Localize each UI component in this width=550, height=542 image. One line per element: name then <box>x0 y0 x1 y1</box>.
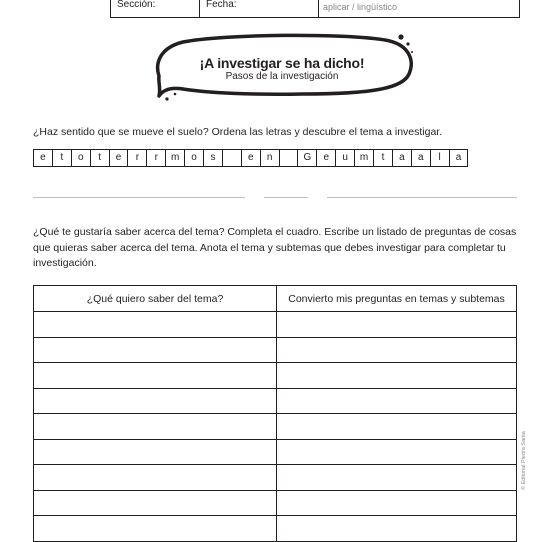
letter-boxes <box>33 149 468 167</box>
letter-box: u <box>336 150 355 166</box>
publisher-credit: © Editorial Piedra Santa <box>521 431 527 490</box>
table-row <box>34 465 517 491</box>
letter-box: n <box>261 150 280 166</box>
fecha-cell[interactable] <box>200 0 312 18</box>
letter-box: t <box>53 150 72 166</box>
letter-box: o <box>72 150 91 166</box>
page-title: ¡A investigar se ha dicho! <box>199 55 365 71</box>
question-cell[interactable] <box>34 312 277 338</box>
table-row <box>34 516 517 542</box>
letter-box <box>280 150 299 166</box>
table-header-row <box>34 286 517 312</box>
letter-box: e <box>110 150 129 166</box>
skills-text: aplicar / lingüístico <box>323 2 398 12</box>
question-cell[interactable] <box>34 414 277 440</box>
seccion-label: Sección: <box>117 0 156 10</box>
letter-box: r <box>128 150 147 166</box>
letter-box: t <box>91 150 110 166</box>
table-header-questions: ¿Qué quiero saber del tema? <box>34 286 277 312</box>
letter-box: e <box>317 150 336 166</box>
seccion-cell[interactable] <box>110 0 200 18</box>
question-cell[interactable] <box>34 516 277 542</box>
skills-cell <box>318 0 520 18</box>
letter-box: m <box>355 150 374 166</box>
header-strip <box>110 0 520 18</box>
letter-box: a <box>450 150 469 166</box>
question-cell[interactable] <box>34 490 277 516</box>
letter-box <box>223 150 242 166</box>
page-subtitle: Pasos de la investigación <box>225 71 339 82</box>
table-row <box>34 337 517 363</box>
topic-cell[interactable] <box>277 414 517 440</box>
letter-box: s <box>204 150 223 166</box>
question-2: ¿Qué te gustaría saber acerca del tema? Completa el cuadro. Escribe un listado de preguntas de cosas que quieras saber acerca del tema. Anota el tema y subtemas que debes investigar para completar tu investigación. <box>33 226 517 269</box>
table-row <box>34 388 517 414</box>
question-cell[interactable] <box>34 337 277 363</box>
question-cell[interactable] <box>34 388 277 414</box>
table-row <box>34 312 517 338</box>
topic-cell[interactable] <box>277 439 517 465</box>
letter-box: a <box>393 150 412 166</box>
question-cell[interactable] <box>34 439 277 465</box>
letter-box: e <box>34 150 53 166</box>
answer-line-2[interactable] <box>264 197 308 198</box>
topic-cell[interactable] <box>277 490 517 516</box>
letter-box: e <box>242 150 261 166</box>
questions-table <box>33 285 517 542</box>
table-row <box>34 363 517 389</box>
table-header-topics: Convierto mis preguntas en temas y subtemas <box>277 286 517 312</box>
fecha-label: Fecha: <box>206 0 237 10</box>
topic-cell[interactable] <box>277 388 517 414</box>
letter-box: m <box>166 150 185 166</box>
topic-cell[interactable] <box>277 465 517 491</box>
table-row <box>34 439 517 465</box>
table-row <box>34 414 517 440</box>
topic-cell[interactable] <box>277 516 517 542</box>
answer-line-3[interactable] <box>327 197 517 198</box>
letter-box: r <box>147 150 166 166</box>
title-bubble <box>153 30 417 102</box>
question-1: ¿Haz sentido que se mueve el suelo? Ordena las letras y descubre el tema a investigar. <box>33 126 443 138</box>
letter-box: t <box>374 150 393 166</box>
table-row <box>34 490 517 516</box>
question-cell[interactable] <box>34 465 277 491</box>
topic-cell[interactable] <box>277 363 517 389</box>
question-cell[interactable] <box>34 363 277 389</box>
topic-cell[interactable] <box>277 337 517 363</box>
letter-box: o <box>185 150 204 166</box>
letter-box: a <box>412 150 431 166</box>
letter-box: l <box>431 150 450 166</box>
letter-box: G <box>298 150 317 166</box>
answer-line-1[interactable] <box>33 197 245 198</box>
topic-cell[interactable] <box>277 312 517 338</box>
